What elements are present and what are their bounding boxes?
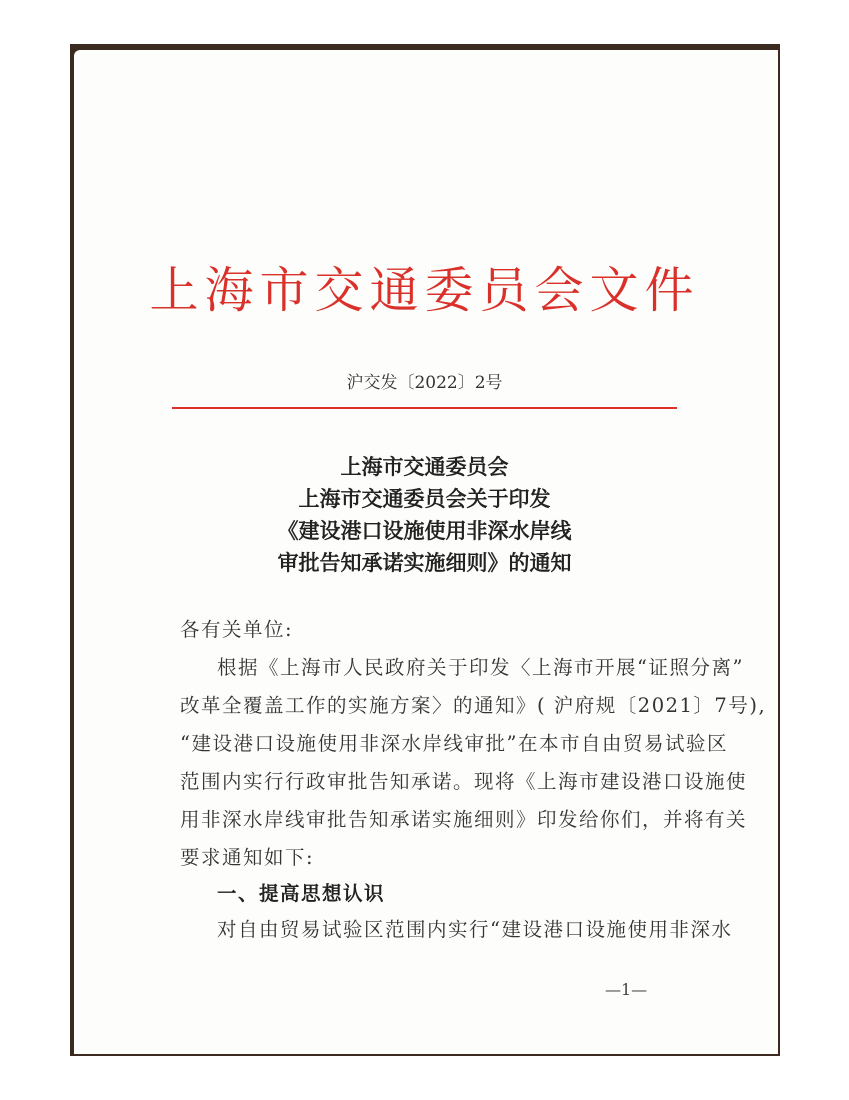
document-number: 沪交发〔2022〕2号 [346,373,503,393]
section-title: 一、提高思想认识 [217,882,386,905]
salutation: 各有关单位: [180,618,294,641]
heading-line: 上海市交通委员会关于印发 [298,486,551,511]
body-line: 根据《上海市人民政府关于印发〈上海市开展“证照分离” [217,656,744,679]
red-divider [172,407,677,409]
heading-line: 审批告知承诺实施细则》的通知 [277,550,572,575]
page-number: —1— [605,980,648,999]
heading-line: 《建设港口设施使用非深水岸线 [277,518,572,543]
body-line: 要求通知如下: [180,846,315,869]
heading-line: 上海市交通委员会 [340,454,509,479]
document-header-title: 上海市交通委员会文件 [149,262,700,319]
body-line: 改革全覆盖工作的实施方案〉的通知》( 沪府规〔2021〕7号), [180,694,767,717]
body-line: 范围内实行行政审批告知承诺。现将《上海市建设港口设施使 [180,770,748,793]
body-line: 用非深水岸线审批告知承诺实施细则》印发给你们，并将有关 [180,808,748,831]
body-line: “建设港口设施使用非深水岸线审批”在本市自由贸易试验区 [180,732,728,755]
body-line: 对自由贸易试验区范围内实行“建设港口设施使用非深水 [217,918,733,941]
